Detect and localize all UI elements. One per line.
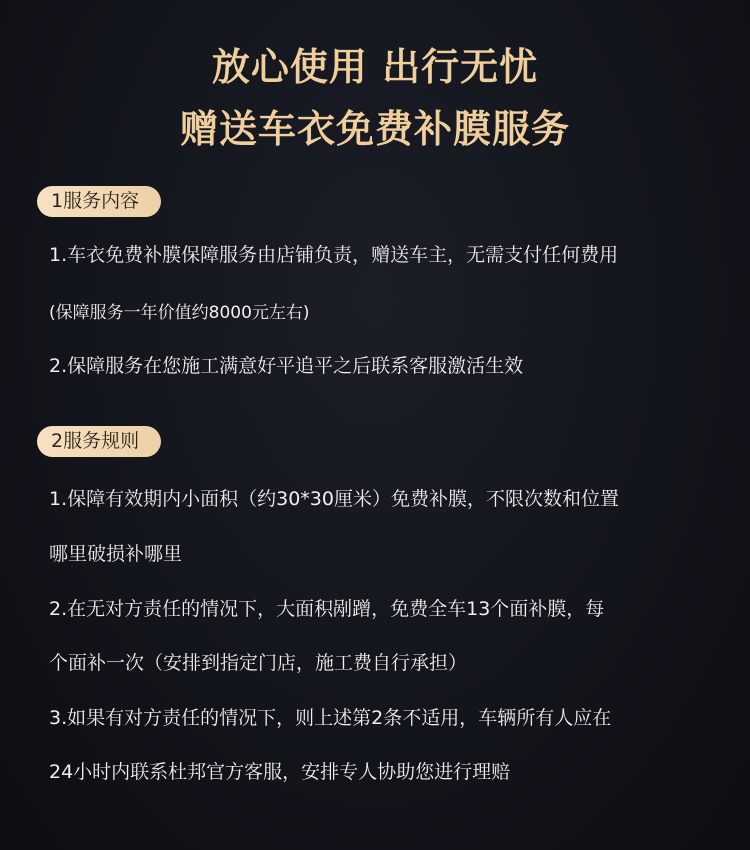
section-2-badge: 2服务规则 — [37, 426, 161, 457]
section-1-line-1: 1.车衣免费补膜保障服务由店铺负责，赠送车主，无需支付任何费用 — [49, 244, 619, 266]
headline-line-2: 赠送车衣免费补膜服务 — [179, 107, 570, 151]
section-2-line-2: 哪里破损补哪里 — [49, 543, 183, 565]
section-1-line-3: 2.保障服务在您施工满意好平追平之后联系客服激活生效 — [49, 355, 524, 377]
section-2-line-4: 个面补一次（安排到指定门店，施工费自行承担） — [49, 652, 468, 674]
headline-line-1: 放心使用 出行无忧 — [211, 45, 539, 89]
section-2-line-6: 24小时内联系杜邦官方客服，安排专人协助您进行理赔 — [49, 761, 511, 783]
section-2-line-5: 3.如果有对方责任的情况下，则上述第2条不适用，车辆所有人应在 — [49, 707, 612, 729]
section-1-badge: 1服务内容 — [37, 186, 161, 217]
section-2-line-3: 2.在无对方责任的情况下，大面积剐蹭，免费全车13个面补膜，每 — [49, 598, 605, 620]
section-2-line-1: 1.保障有效期内小面积（约30*30厘米）免费补膜，不限次数和位置 — [49, 488, 619, 510]
section-1-line-2: (保障服务一年价值约8000元左右) — [49, 303, 310, 323]
